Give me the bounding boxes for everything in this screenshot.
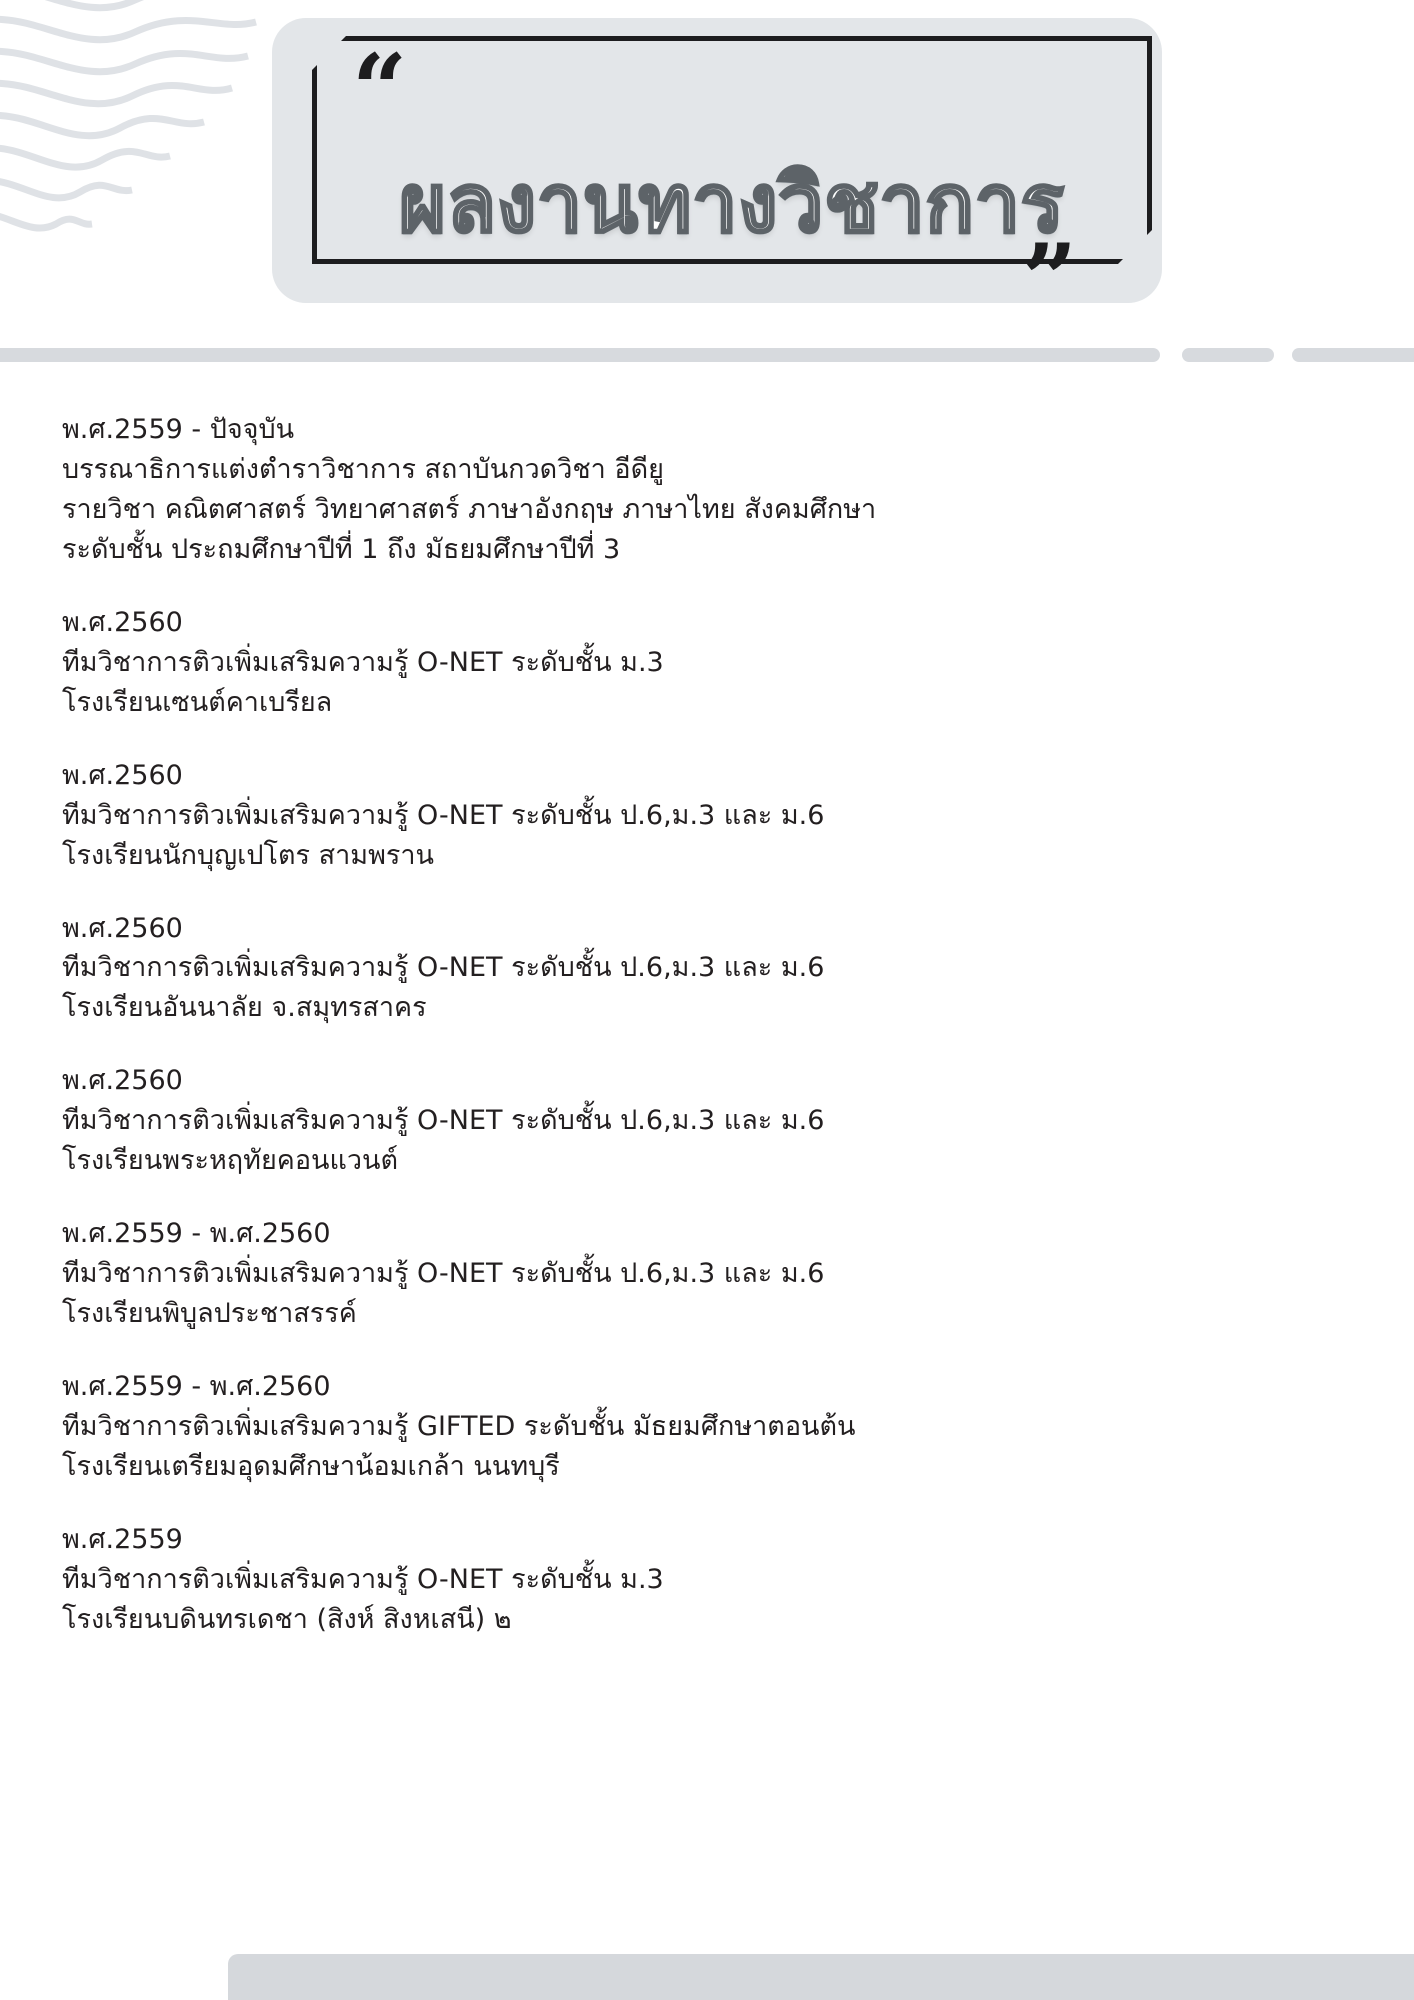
page-header — [0, 0, 1414, 360]
entry-detail: ทีมวิชาการติวเพิ่มเสริมความรู้ O-NET ระดับชั้น ป.6,ม.3 และ ม.6 — [62, 952, 825, 984]
list-item — [62, 1520, 1302, 1640]
entry-detail: โรงเรียนนักบุญเปโตร สามพราน — [62, 839, 434, 871]
page-footer — [0, 1928, 1414, 2000]
entry-period: พ.ศ.2559 - ปัจจุบัน — [62, 414, 295, 445]
quote-open-icon: “ — [352, 33, 408, 146]
entry-detail: รายวิชา คณิตศาสตร์ วิทยาศาสตร์ ภาษาอังกฤษ ภาษาไทย สังคมศึกษา — [62, 493, 877, 525]
entry-detail: ทีมวิชาการติวเพิ่มเสริมความรู้ O-NET ระดับชั้น ป.6,ม.3 และ ม.6 — [62, 799, 825, 831]
entry-detail: โรงเรียนอันนาลัย จ.สมุทรสาคร — [62, 992, 427, 1024]
entry-period: พ.ศ.2560 — [62, 606, 183, 638]
divider-bar-short — [1292, 348, 1414, 362]
entry-detail: ทีมวิชาการติวเพิ่มเสริมความรู้ O-NET ระดับชั้น ม.3 — [62, 646, 664, 678]
list-item — [62, 603, 1302, 723]
list-item — [62, 1061, 1302, 1181]
entry-detail: ทีมวิชาการติวเพิ่มเสริมความรู้ O-NET ระดับชั้น ม.3 — [62, 1563, 664, 1595]
footer-left-spacer — [0, 1954, 172, 2000]
entry-detail: โรงเรียนเซนต์คาเบรียล — [62, 686, 333, 718]
footer-accent-bar — [228, 1954, 1414, 2000]
entry-detail: โรงเรียนพิบูลประชาสรรค์ — [62, 1298, 357, 1330]
entry-period: พ.ศ.2559 — [62, 1523, 183, 1555]
entry-detail: ทีมวิชาการติวเพิ่มเสริมความรู้ GIFTED ระดับชั้น มัธยมศึกษาตอนต้น — [62, 1411, 856, 1443]
entry-detail: ทีมวิชาการติวเพิ่มเสริมความรู้ O-NET ระดับชั้น ป.6,ม.3 และ ม.6 — [62, 1105, 825, 1137]
list-item — [62, 909, 1302, 1029]
entry-detail: โรงเรียนพระหฤทัยคอนแวนต์ — [62, 1145, 399, 1177]
entry-detail: บรรณาธิการแต่งตำราวิชาการ สถาบันกวดวิชา อีดียู — [62, 453, 664, 485]
entry-period: พ.ศ.2560 — [62, 912, 183, 944]
entry-period: พ.ศ.2560 — [62, 759, 183, 791]
list-item — [62, 756, 1302, 876]
list-item — [62, 1367, 1302, 1487]
list-item — [62, 1214, 1302, 1334]
divider-bar-mid — [1182, 348, 1274, 362]
page-title: ผลงานทางวิชาการ — [399, 157, 1065, 251]
entry-detail: โรงเรียนเตรียมอุดมศึกษาน้อมเกล้า นนทบุรี — [62, 1451, 560, 1483]
entry-detail: ระดับชั้น ประถมศึกษาปีที่ 1 ถึง มัธยมศึกษาปีที่ 3 — [62, 533, 621, 565]
entry-period: พ.ศ.2560 — [62, 1065, 183, 1097]
header-divider — [0, 348, 1414, 370]
academic-works-list — [62, 410, 1302, 1640]
entry-detail: โรงเรียนบดินทรเดชา (สิงห์ สิงหเสนี) ๒ — [62, 1603, 512, 1635]
list-item — [62, 410, 1302, 570]
divider-bar-long — [0, 348, 1160, 362]
entry-detail: ทีมวิชาการติวเพิ่มเสริมความรู้ O-NET ระดับชั้น ป.6,ม.3 และ ม.6 — [62, 1258, 825, 1290]
quote-close-icon: ” — [1022, 223, 1078, 336]
entry-period: พ.ศ.2559 - พ.ศ.2560 — [62, 1218, 331, 1250]
content-card — [0, 372, 1414, 1932]
entry-period: พ.ศ.2559 - พ.ศ.2560 — [62, 1371, 331, 1403]
